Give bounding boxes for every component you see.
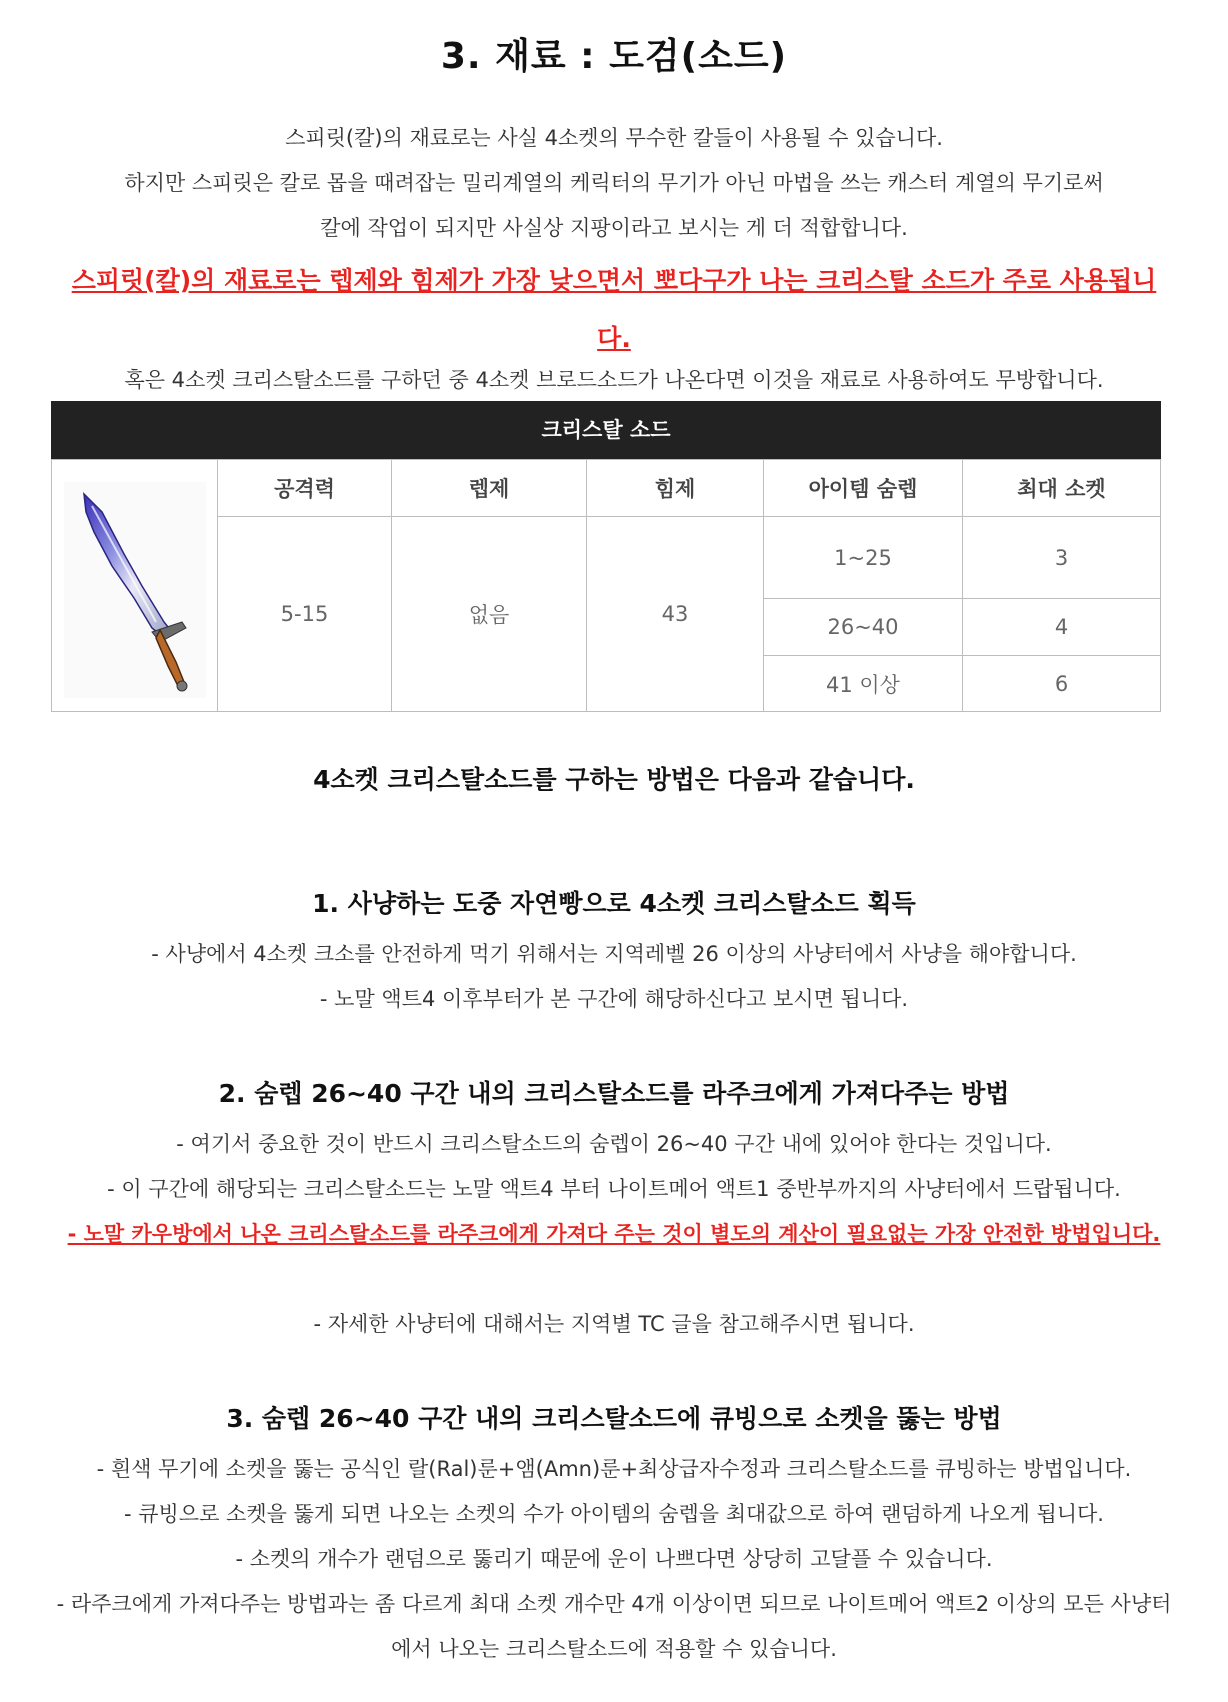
method3-line-3: - 소켓의 개수가 랜덤으로 뚫리기 때문에 운이 나쁘다면 상당히 고달플 수 있습니다. — [235, 1547, 993, 1571]
method3-heading: 3. 숨렙 26~40 구간 내의 크리스탈소드에 큐빙으로 소켓을 뚫는 방법 — [226, 1404, 1002, 1433]
cell-ilvl-2: 26~40 — [763, 598, 963, 656]
method2-line-1: - 여기서 중요한 것이 반드시 크리스탈소드의 숨렙이 26~40 구간 내에 있어야 한다는 것입니다. — [176, 1132, 1052, 1156]
table-title: 크리스탈 소드 — [51, 401, 1161, 459]
col-header-damage: 공격력 — [217, 459, 392, 517]
cell-damage: 5-15 — [217, 516, 392, 712]
cell-sockets-2: 4 — [962, 598, 1161, 656]
cell-sockets-1: 3 — [962, 516, 1161, 599]
cell-ilvl-1: 1~25 — [763, 516, 963, 599]
item-image-cell — [51, 459, 218, 712]
intro-line-1: 스피릿(칼)의 재료로는 사실 4소켓의 무수한 칼들이 사용될 수 있습니다. — [285, 126, 943, 150]
cell-str-req: 43 — [586, 516, 764, 712]
method2-heading: 2. 숨렙 26~40 구간 내의 크리스탈소드를 라주크에게 가져다주는 방법 — [218, 1079, 1010, 1108]
method3-line-4: - 라주크에게 가져다주는 방법과는 좀 다르게 최대 소켓 개수만 4개 이상이면 되므로 나이트메어 액트2 이상의 모든 사냥터에서 나오는 크리스탈소드에 적용할 수 있습니다. — [56, 1592, 1172, 1661]
method2-highlight: - 노말 카우방에서 나온 크리스탈소드를 라주크에게 가져다 주는 것이 별도의 계산이 필요없는 가장 안전한 방법입니다. — [67, 1222, 1161, 1246]
intro-line-2: 하지만 스피릿은 칼로 몹을 때려잡는 밀리계열의 케릭터의 무기가 아닌 마법을 쓰는 캐스터 계열의 무기로써 — [124, 171, 1104, 195]
method1-heading: 1. 사냥하는 도중 자연빵으로 4소켓 크리스탈소드 획득 — [312, 889, 916, 918]
method3-line-2: - 큐빙으로 소켓을 뚫게 되면 나오는 소켓의 수가 아이템의 숨렙을 최대값으로 하여 랜덤하게 나오게 됩니다. — [123, 1502, 1104, 1526]
cell-sockets-3: 6 — [962, 655, 1161, 712]
method2-line-2: - 이 구간에 해당되는 크리스탈소드는 노말 액트4 부터 나이트메어 액트1 중반부까지의 사냥터에서 드랍됩니다. — [107, 1177, 1121, 1201]
col-header-str-req: 힘제 — [586, 459, 764, 517]
method2-line-3: - 자세한 사냥터에 대해서는 지역별 TC 글을 참고해주시면 됩니다. — [313, 1312, 915, 1336]
cell-level-req: 없음 — [391, 516, 587, 712]
page-title: 3. 재료 : 도검(소드) — [440, 36, 788, 77]
crystal-sword-icon — [64, 482, 206, 698]
col-header-max-sockets: 최대 소켓 — [962, 459, 1161, 517]
howto-heading: 4소켓 크리스탈소드를 구하는 방법은 다음과 같습니다. — [313, 765, 915, 794]
intro-highlight: 스피릿(칼)의 재료로는 렙제와 힘제가 가장 낮으면서 뽀다구가 나는 크리스탈 소드가 주로 사용됩니다. — [71, 266, 1157, 353]
cell-ilvl-3: 41 이상 — [763, 655, 963, 712]
intro-line-4: 혹은 4소켓 크리스탈소드를 구하던 중 4소켓 브로드소드가 나온다면 이것을 재료로 사용하여도 무방합니다. — [124, 368, 1104, 392]
col-header-level-req: 렙제 — [391, 459, 587, 517]
method1-line-1: - 사냥에서 4소켓 크소를 안전하게 먹기 위해서는 지역레벨 26 이상의 사냥터에서 사냥을 해야합니다. — [151, 942, 1077, 966]
intro-line-3: 칼에 작업이 되지만 사실상 지팡이라고 보시는 게 더 적합합니다. — [320, 216, 908, 240]
item-image — [64, 482, 206, 698]
method1-line-2: - 노말 액트4 이후부터가 본 구간에 해당하신다고 보시면 됩니다. — [319, 987, 909, 1011]
col-header-ilvl: 아이템 숨렙 — [763, 459, 963, 517]
method3-line-1: - 흰색 무기에 소켓을 뚫는 공식인 랄(Ral)룬+앰(Amn)룬+최상급자수정과 크리스탈소드를 큐빙하는 방법입니다. — [96, 1457, 1132, 1481]
